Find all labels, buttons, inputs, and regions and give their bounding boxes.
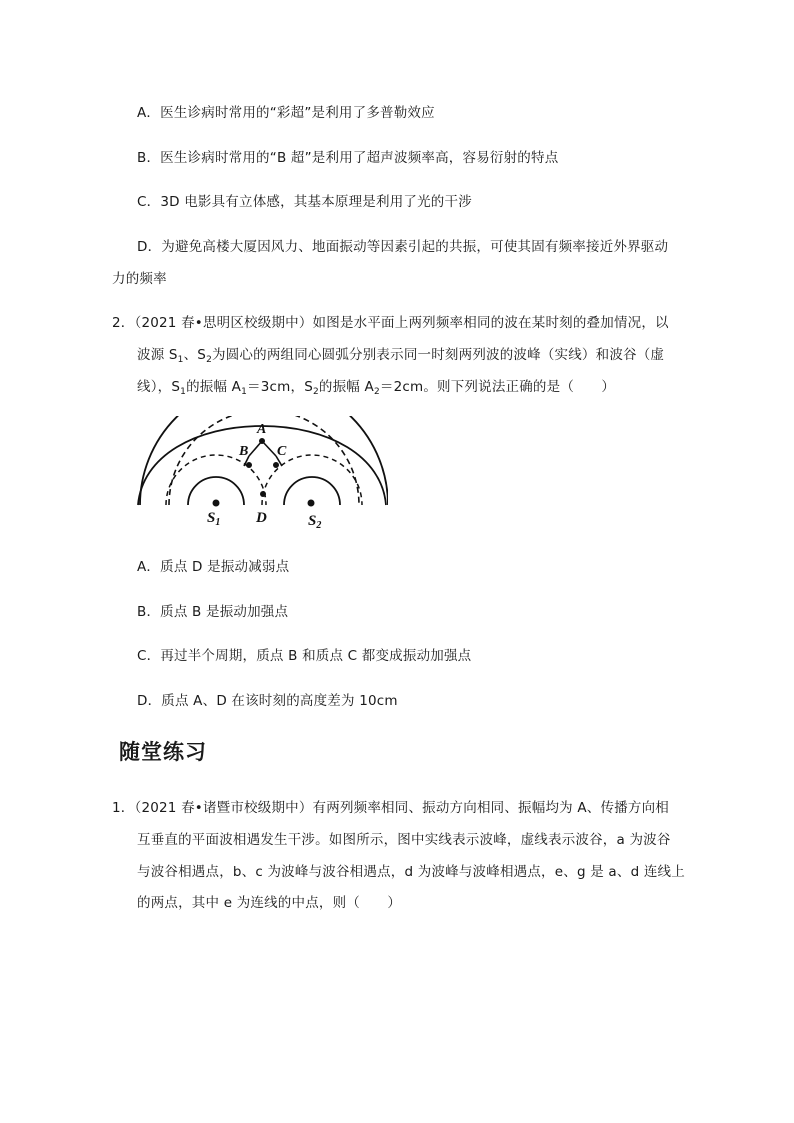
q1-option-b: B．医生诊病时常用的“B 超”是利用了超声波频率高，容易衍射的特点 — [137, 150, 559, 166]
practice-q1-line2: 互垂直的平面波相遇发生干涉。如图所示，图中实线表示波峰，虚线表示波谷，a 为波谷 — [137, 832, 671, 848]
q1-option-a: A．医生诊病时常用的“彩超”是利用了多普勒效应 — [137, 105, 435, 121]
q2-stem-line3: 线），$S_1$的振幅 $A_1=3cm$，$S_2$的振幅 $A_2=2cm$。则下列说法正确的是（ ） — [137, 379, 616, 397]
q2-option-b: B．质点 B 是振动加强点 — [137, 604, 289, 620]
practice-q1-line3: 与波谷相遇点，b、c 为波峰与波谷相遇点，d 为波峰与波峰相遇点，e、g 是 a、d 连线上 — [137, 864, 685, 880]
point-b-dot — [246, 462, 252, 468]
source-s2-dot — [308, 500, 315, 507]
point-d-dot — [260, 491, 266, 497]
q2-stem-line1: 2．（2021 春•思明区校级期中）如图是水平面上两列频率相同的波在某时刻的叠加情况，以 — [112, 315, 669, 331]
s1-mid-trough-arc — [166, 455, 266, 505]
point-a-dot — [259, 438, 265, 444]
q1-option-c: C．3D 电影具有立体感，其基本原理是利用了光的干涉 — [137, 194, 472, 210]
q2-option-c: C．再过半个周期，质点 B 和质点 C 都变成振动加强点 — [137, 648, 472, 664]
q2-stem-line2: 波源 $S_1$、$S_2$为圆心的两组同心圆弧分别表示同一时刻两列波的波峰（实线）和波谷（虚 — [137, 347, 665, 365]
point-c-dot — [273, 462, 279, 468]
practice-q1-line4: 的两点，其中 e 为连线的中点，则（ ） — [137, 895, 402, 911]
practice-q1-line1: 1．（2021 春•诸暨市校级期中）有两列频率相同、振动方向相同、振幅均为 A、传播方向相 — [112, 800, 669, 816]
label-c: C — [277, 444, 287, 459]
label-s1: $S_1$ — [207, 510, 221, 528]
q1-option-d-line2: 力的频率 — [112, 271, 167, 287]
label-a: A — [257, 422, 267, 437]
q2-option-a: A．质点 D 是振动减弱点 — [137, 559, 290, 575]
label-b: B — [239, 444, 249, 459]
section-title: 随堂练习 — [119, 740, 207, 764]
line-a-c — [262, 441, 276, 456]
wave-interference-figure — [136, 416, 388, 528]
q1-option-d-line1: D．为避免高楼大厦因风力、地面振动等因素引起的共振，可使其固有频率接近外界驱动 — [137, 239, 669, 255]
source-s1-dot — [213, 500, 220, 507]
label-d: D — [256, 510, 267, 526]
wave-diagram — [136, 416, 388, 528]
label-s2: $S_2$ — [308, 513, 322, 528]
q2-option-d: D．质点 A、D 在该时刻的高度差为 10cm — [137, 693, 398, 709]
